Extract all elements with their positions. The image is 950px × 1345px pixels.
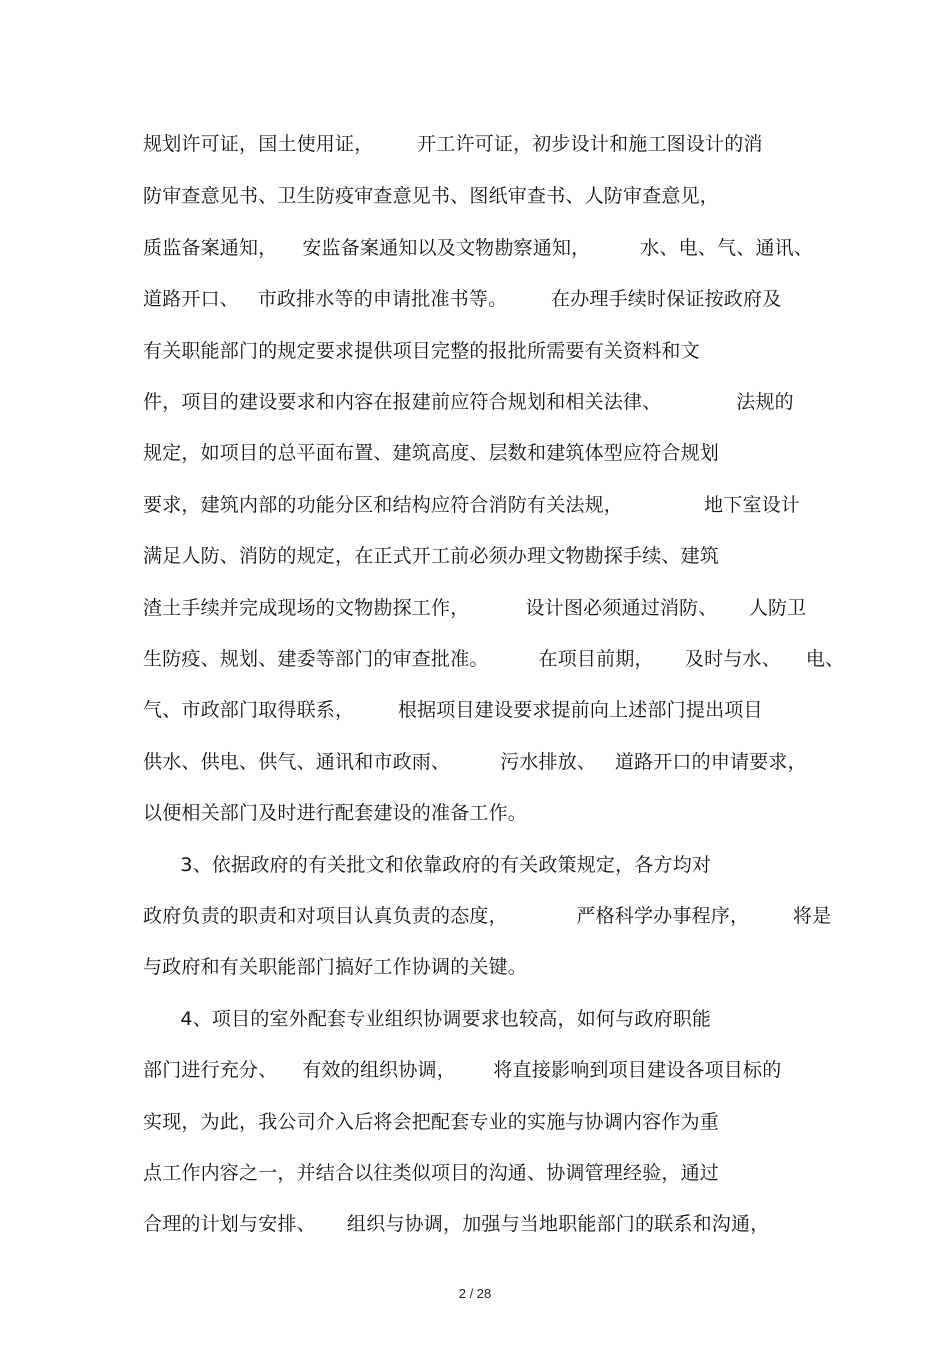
text-line: 实现，为此，我公司介入后将会把配套专业的实施与协调内容作为重 <box>143 1111 720 1133</box>
text-line: 有关职能部门的规定要求提供项目完整的报批所需要有关资料和文 <box>143 340 700 362</box>
text-line: 满足人防、消防的规定，在正式开工前必须办理文物勘探手续、建筑 <box>143 545 720 567</box>
text-line: 规定，如项目的总平面布置、建筑高度、层数和建筑体型应符合规划 <box>143 442 720 464</box>
paragraph-3-first-line: 3、依据政府的有关批文和依靠政府的有关政策规定，各方均对 <box>143 854 712 876</box>
text-line: 点工作内容之一，并结合以往类似项目的沟通、协调管理经验，通过 <box>143 1162 720 1184</box>
text-line: 件，项目的建设要求和内容在报建前应符合规划和相关法律、 法规的 <box>143 391 794 413</box>
text-line: 道路开口、 市政排水等的申请批准书等。 在办理手续时保证按政府及 <box>143 288 782 310</box>
text-line: 防审查意见书、卫生防疫审查意见书、图纸审查书、人防审查意见， <box>143 185 720 207</box>
text-line: 部门进行充分、 有效的组织协调， 将直接影响到项目建设各项目标的 <box>143 1059 782 1081</box>
text-line: 合理的计划与安排、 组织与协调，加强与当地职能部门的联系和沟通， <box>143 1213 770 1235</box>
text-line: 与政府和有关职能部门搞好工作协调的关键。 <box>143 956 528 978</box>
text-line: 规划许可证，国土使用证， 开工许可证，初步设计和施工图设计的消 <box>143 133 763 155</box>
page-number: 2 / 28 <box>458 1286 492 1301</box>
text-line: 政府负责的职责和对项目认真负责的态度， 严格科学办事程序， 将是 <box>143 905 832 927</box>
text-line: 以便相关部门及时进行配套建设的准备工作。 <box>143 802 528 824</box>
text-line: 生防疫、规划、建委等部门的审查批准。 在项目前期， 及时与水、 电、 <box>143 648 845 670</box>
text-line: 供水、供电、供气、通讯和市政雨、 污水排放、 道路开口的申请要求， <box>143 751 807 773</box>
paragraph-4-first-line: 4、项目的室外配套专业组织协调要求也较高，如何与政府职能 <box>143 1008 712 1030</box>
text-line: 要求，建筑内部的功能分区和结构应符合消防有关法规， 地下室设计 <box>143 494 801 516</box>
text-line: 气、市政部门取得联系， 根据项目建设要求提前向上述部门提出项目 <box>143 699 763 721</box>
text-line: 渣土手续并完成现场的文物勘探工作， 设计图必须通过消防、 人防卫 <box>143 597 807 619</box>
text-line: 质监备案通知， 安监备案通知以及文物勘察通知， 水、电、气、通讯、 <box>143 237 814 259</box>
